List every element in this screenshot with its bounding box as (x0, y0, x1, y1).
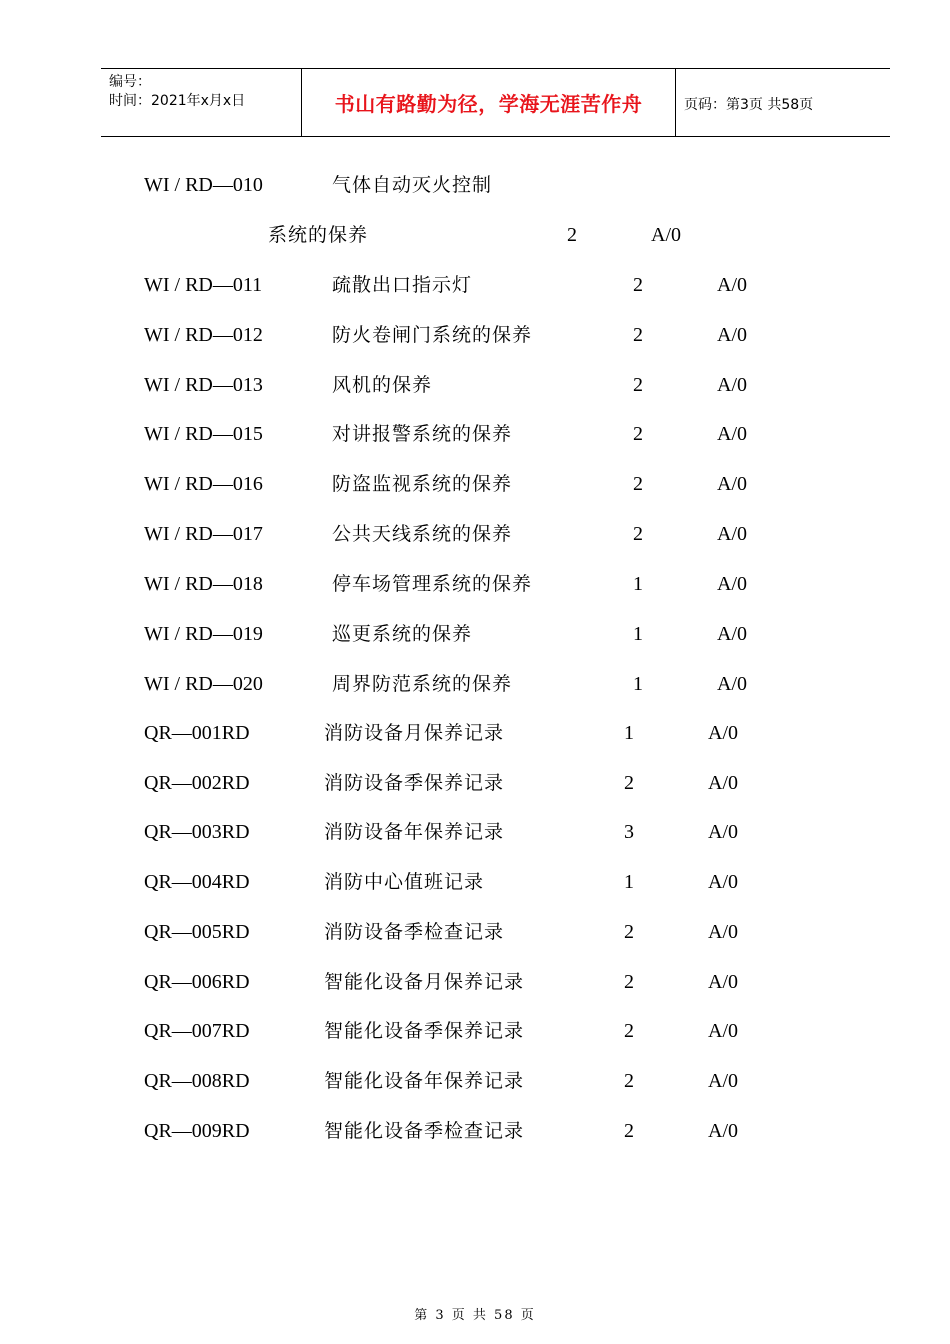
doc-pages: 2 (624, 1120, 634, 1142)
doc-name: 防盗监视系统的保养 (332, 473, 513, 495)
doc-version: A/0 (708, 722, 738, 744)
doc-code: QR—007RD (144, 1020, 250, 1042)
doc-pages: 1 (633, 673, 643, 695)
doc-code: QR—002RD (144, 772, 250, 794)
doc-version: A/0 (717, 623, 747, 645)
doc-name: 防火卷闸门系统的保养 (332, 324, 533, 346)
doc-code: WI / RD—016 (144, 473, 263, 495)
doc-version: A/0 (708, 921, 738, 943)
doc-name: 消防设备年保养记录 (324, 821, 505, 843)
doc-pages: 2 (633, 423, 643, 445)
doc-name: 疏散出口指示灯 (332, 274, 473, 296)
doc-code: WI / RD—018 (144, 573, 263, 595)
doc-pages: 2 (624, 921, 634, 943)
doc-pages: 2 (633, 374, 643, 396)
doc-pages: 2 (633, 523, 643, 545)
doc-version: A/0 (717, 673, 747, 695)
doc-name: 气体自动灭火控制 (332, 174, 493, 196)
doc-name: 巡更系统的保养 (332, 623, 473, 645)
doc-pages: 2 (624, 971, 634, 993)
doc-pages: 1 (624, 871, 634, 893)
doc-version: A/0 (708, 971, 738, 993)
header-page-number: 页码：第3页 共58页 (684, 97, 814, 113)
doc-pages: 1 (633, 623, 643, 645)
doc-version: A/0 (717, 573, 747, 595)
doc-name: 对讲报警系统的保养 (332, 423, 513, 445)
doc-code: QR—003RD (144, 821, 250, 843)
doc-name: 智能化设备季保养记录 (324, 1020, 525, 1042)
doc-version: A/0 (708, 821, 738, 843)
doc-name: 周界防范系统的保养 (332, 673, 513, 695)
doc-pages: 1 (624, 722, 634, 744)
doc-version: A/0 (651, 224, 681, 246)
doc-pages: 2 (633, 324, 643, 346)
doc-version: A/0 (708, 1020, 738, 1042)
doc-version: A/0 (708, 871, 738, 893)
doc-version: A/0 (717, 274, 747, 296)
doc-code: QR—009RD (144, 1120, 250, 1142)
doc-name: 系统的保养 (268, 224, 369, 246)
doc-version: A/0 (717, 324, 747, 346)
doc-name: 智能化设备年保养记录 (324, 1070, 525, 1092)
doc-version: A/0 (717, 473, 747, 495)
page-footer: 第 3 页 共 58 页 (414, 1308, 536, 1323)
doc-version: A/0 (708, 1120, 738, 1142)
doc-name: 公共天线系统的保养 (332, 523, 513, 545)
doc-pages: 2 (633, 473, 643, 495)
doc-code: WI / RD—013 (144, 374, 263, 396)
doc-pages: 2 (624, 772, 634, 794)
document-date: 时间：2021年x月x日 (109, 93, 246, 109)
doc-version: A/0 (717, 374, 747, 396)
doc-code: WI / RD—011 (144, 274, 263, 296)
doc-name: 智能化设备月保养记录 (324, 971, 525, 993)
doc-pages: 1 (633, 573, 643, 595)
doc-code: QR—001RD (144, 722, 250, 744)
doc-code: WI / RD—020 (144, 673, 263, 695)
doc-version: A/0 (717, 523, 747, 545)
doc-code: QR—008RD (144, 1070, 250, 1092)
header-divider (675, 69, 676, 136)
doc-code: QR—004RD (144, 871, 250, 893)
doc-version: A/0 (717, 423, 747, 445)
doc-pages: 2 (624, 1070, 634, 1092)
doc-name: 消防设备季检查记录 (324, 921, 505, 943)
header-motto: 书山有路勤为径，学海无涯苦作舟 (334, 92, 643, 116)
doc-name: 消防设备季保养记录 (324, 772, 505, 794)
doc-code: WI / RD—012 (144, 324, 263, 346)
document-number: 编号： (109, 74, 151, 90)
doc-pages: 2 (633, 274, 643, 296)
doc-pages: 2 (624, 1020, 634, 1042)
doc-name: 停车场管理系统的保养 (332, 573, 533, 595)
doc-code: WI / RD—019 (144, 623, 263, 645)
header-meta (109, 73, 245, 111)
doc-name: 消防中心值班记录 (324, 871, 485, 893)
doc-pages: 3 (624, 821, 634, 843)
doc-code: WI / RD—017 (144, 523, 263, 545)
doc-version: A/0 (708, 1070, 738, 1092)
doc-code: QR—005RD (144, 921, 250, 943)
doc-name: 消防设备月保养记录 (324, 722, 505, 744)
doc-code: QR—006RD (144, 971, 250, 993)
doc-name: 智能化设备季检查记录 (324, 1120, 525, 1142)
doc-name: 风机的保养 (332, 374, 433, 396)
page-header (101, 68, 890, 137)
doc-code: WI / RD—015 (144, 423, 263, 445)
doc-code: WI / RD—010 (144, 174, 263, 196)
doc-version: A/0 (708, 772, 738, 794)
doc-pages: 2 (567, 224, 577, 246)
